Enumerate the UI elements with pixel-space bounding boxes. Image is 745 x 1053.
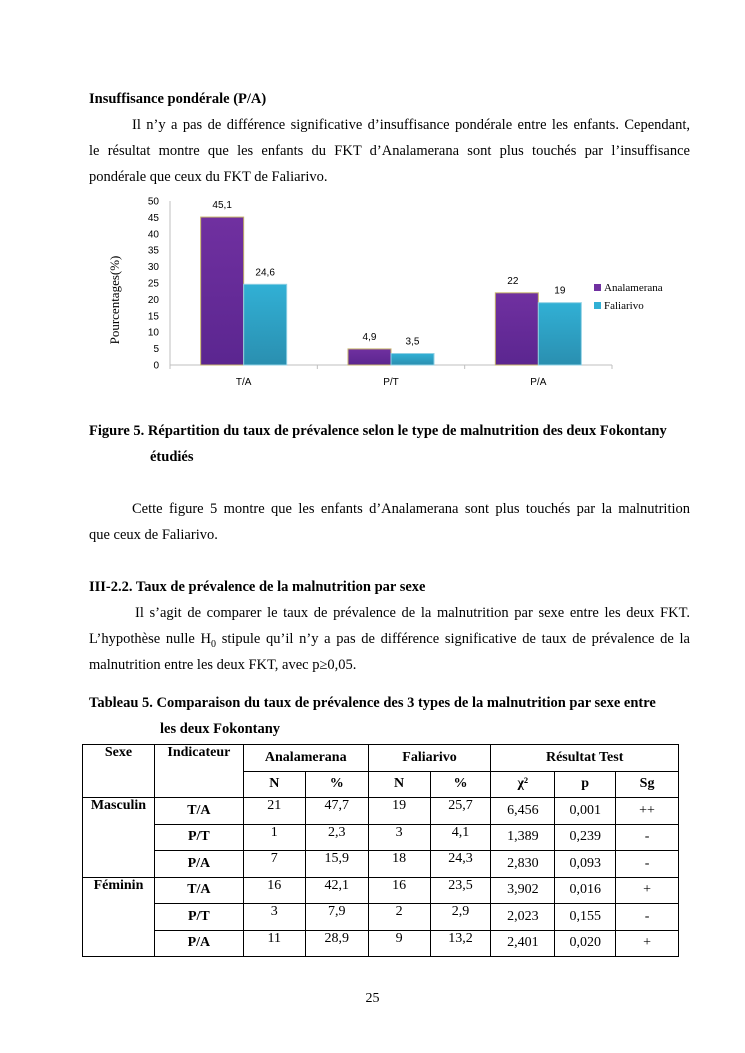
cell-chi2: 2,830	[491, 851, 555, 878]
cell-pct1: 42,1	[305, 877, 368, 904]
header-faliarivo: Faliarivo	[368, 745, 491, 772]
table-subheader-row	[83, 771, 679, 798]
cell-pct2: 25,7	[430, 798, 491, 825]
cell-indicateur: T/A	[154, 798, 243, 825]
cell-pct1: 7,9	[305, 904, 368, 931]
header-p: p	[555, 771, 616, 798]
cell-sexe: Féminin	[83, 877, 155, 957]
bar-chart	[0, 0, 745, 400]
paragraph-line: Cette figure 5 montre que les enfants d’Analamerana sont plus touchés par la malnutrition	[132, 501, 690, 517]
table-row	[83, 824, 679, 851]
cell-sg: +	[616, 930, 679, 957]
table-header-row	[83, 745, 679, 772]
figure-caption-cont: étudiés	[150, 449, 194, 465]
header-sexe: Sexe	[83, 745, 155, 772]
page-number: 25	[365, 991, 380, 1006]
bar-analamerana-pt	[348, 349, 391, 365]
hypothesis-subscript: 0	[211, 638, 216, 650]
x-tick-label: T/A	[235, 377, 252, 388]
table-row	[83, 851, 679, 878]
y-tick-label: 5	[153, 344, 159, 356]
paragraph-line: malnutrition entre les deux FKT, avec p≥0,05.	[89, 657, 357, 673]
y-tick-label: 30	[147, 262, 159, 274]
data-label: 22	[507, 275, 519, 287]
cell-n2: 3	[368, 824, 430, 851]
table-row	[83, 877, 679, 904]
bar-faliarivo-ta	[244, 284, 287, 365]
cell-chi2: 6,456	[491, 798, 555, 825]
bar-analamerana-ta	[201, 217, 244, 365]
table-caption: Tableau 5. Comparaison du taux de prévalence des 3 types de la malnutrition par sexe entre	[89, 695, 656, 711]
cell-n1: 11	[243, 930, 305, 957]
comparison-table	[82, 744, 679, 957]
header-indicateur: Indicateur	[154, 745, 243, 772]
y-tick-label: 0	[153, 360, 159, 372]
cell-p: 0,093	[555, 851, 616, 878]
legend-swatch-faliarivo	[594, 302, 601, 309]
data-label: 19	[554, 285, 566, 297]
header-chi2: χ²	[491, 771, 555, 798]
cell-indicateur: P/A	[154, 930, 243, 957]
table-row	[83, 798, 679, 825]
header-n: N	[368, 771, 430, 798]
legend-label-faliarivo: Faliarivo	[604, 300, 644, 312]
paragraph-line: Il s’agit de comparer le taux de prévalence de la malnutrition par sexe entre les deux FKT.	[135, 605, 690, 621]
header-pct: %	[430, 771, 491, 798]
cell-indicateur: P/T	[154, 824, 243, 851]
cell-n2: 9	[368, 930, 430, 957]
y-tick-label: 35	[147, 245, 159, 257]
cell-n2: 18	[368, 851, 430, 878]
cell-pct1: 47,7	[305, 798, 368, 825]
hypothesis-text-a: L’hypothèse nulle H	[89, 631, 211, 647]
header-blank	[154, 771, 243, 798]
cell-indicateur: P/A	[154, 851, 243, 878]
cell-pct2: 2,9	[430, 904, 491, 931]
header-pct: %	[305, 771, 368, 798]
legend-swatch-analamerana	[594, 284, 601, 291]
paragraph-line: que ceux de Faliarivo.	[89, 527, 218, 543]
bar-faliarivo-pa	[538, 303, 581, 365]
hypothesis-text-b: stipule qu’il n’y a pas de différence significative de taux de prévalence de la	[216, 631, 690, 647]
table-caption-cont: les deux Fokontany	[160, 721, 281, 737]
y-tick-label: 25	[147, 278, 159, 290]
y-tick-label: 20	[147, 294, 159, 306]
table-row	[83, 904, 679, 931]
cell-n2: 2	[368, 904, 430, 931]
y-tick-label: 50	[147, 196, 159, 208]
cell-chi2: 2,401	[491, 930, 555, 957]
header-sg: Sg	[616, 771, 679, 798]
x-tick-label: P/A	[530, 377, 547, 388]
cell-n1: 16	[243, 877, 305, 904]
data-label: 3,5	[405, 336, 420, 348]
header-n: N	[243, 771, 305, 798]
cell-pct2: 4,1	[430, 824, 491, 851]
data-label: 4,9	[362, 331, 377, 343]
cell-p: 0,155	[555, 904, 616, 931]
cell-sexe: Masculin	[83, 798, 155, 878]
cell-sg: -	[616, 904, 679, 931]
bar-faliarivo-pt	[391, 354, 434, 365]
bar-analamerana-pa	[495, 293, 538, 365]
cell-n1: 7	[243, 851, 305, 878]
cell-p: 0,001	[555, 798, 616, 825]
paragraph-line: Il n’y a pas de différence significative d’insuffisance pondérale entre les enfants. Cependant,	[132, 117, 690, 133]
section-heading-iii-2-2: III-2.2. Taux de prévalence de la malnutrition par sexe	[89, 579, 426, 595]
header-resultat-test: Résultat Test	[491, 745, 679, 772]
cell-chi2: 3,902	[491, 877, 555, 904]
cell-n2: 19	[368, 798, 430, 825]
legend-label-analamerana: Analamerana	[604, 282, 663, 294]
cell-n1: 1	[243, 824, 305, 851]
cell-pct2: 13,2	[430, 930, 491, 957]
cell-pct1: 15,9	[305, 851, 368, 878]
cell-pct2: 24,3	[430, 851, 491, 878]
cell-pct1: 28,9	[305, 930, 368, 957]
cell-sg: +	[616, 877, 679, 904]
cell-p: 0,016	[555, 877, 616, 904]
cell-sg: -	[616, 824, 679, 851]
data-label: 45,1	[212, 200, 232, 212]
y-axis-label: Pourcentages(%)	[107, 255, 122, 345]
x-tick-label: P/T	[383, 377, 399, 388]
section-heading-insuffisance: Insuffisance pondérale (P/A)	[89, 91, 267, 107]
cell-p: 0,239	[555, 824, 616, 851]
cell-n1: 3	[243, 904, 305, 931]
y-tick-label: 45	[147, 212, 159, 224]
cell-n2: 16	[368, 877, 430, 904]
y-tick-label: 10	[147, 327, 159, 339]
paragraph-line: le résultat montre que les enfants du FKT d’Analamerana sont plus touchés par l’insuffisance	[89, 143, 690, 159]
cell-pct2: 23,5	[430, 877, 491, 904]
cell-sg: ++	[616, 798, 679, 825]
cell-pct1: 2,3	[305, 824, 368, 851]
cell-chi2: 2,023	[491, 904, 555, 931]
cell-indicateur: P/T	[154, 904, 243, 931]
cell-chi2: 1,389	[491, 824, 555, 851]
header-blank	[83, 771, 155, 798]
table-row	[83, 930, 679, 957]
paragraph-line: pondérale que ceux du FKT de Faliarivo.	[89, 169, 328, 185]
figure-caption: Figure 5. Répartition du taux de prévalence selon le type de malnutrition des deux Fokontany	[89, 423, 667, 439]
data-label: 24,6	[255, 267, 275, 279]
cell-indicateur: T/A	[154, 877, 243, 904]
header-analamerana: Analamerana	[243, 745, 368, 772]
cell-n1: 21	[243, 798, 305, 825]
cell-sg: -	[616, 851, 679, 878]
y-tick-label: 15	[147, 311, 159, 323]
y-tick-label: 40	[147, 229, 159, 241]
cell-p: 0,020	[555, 930, 616, 957]
